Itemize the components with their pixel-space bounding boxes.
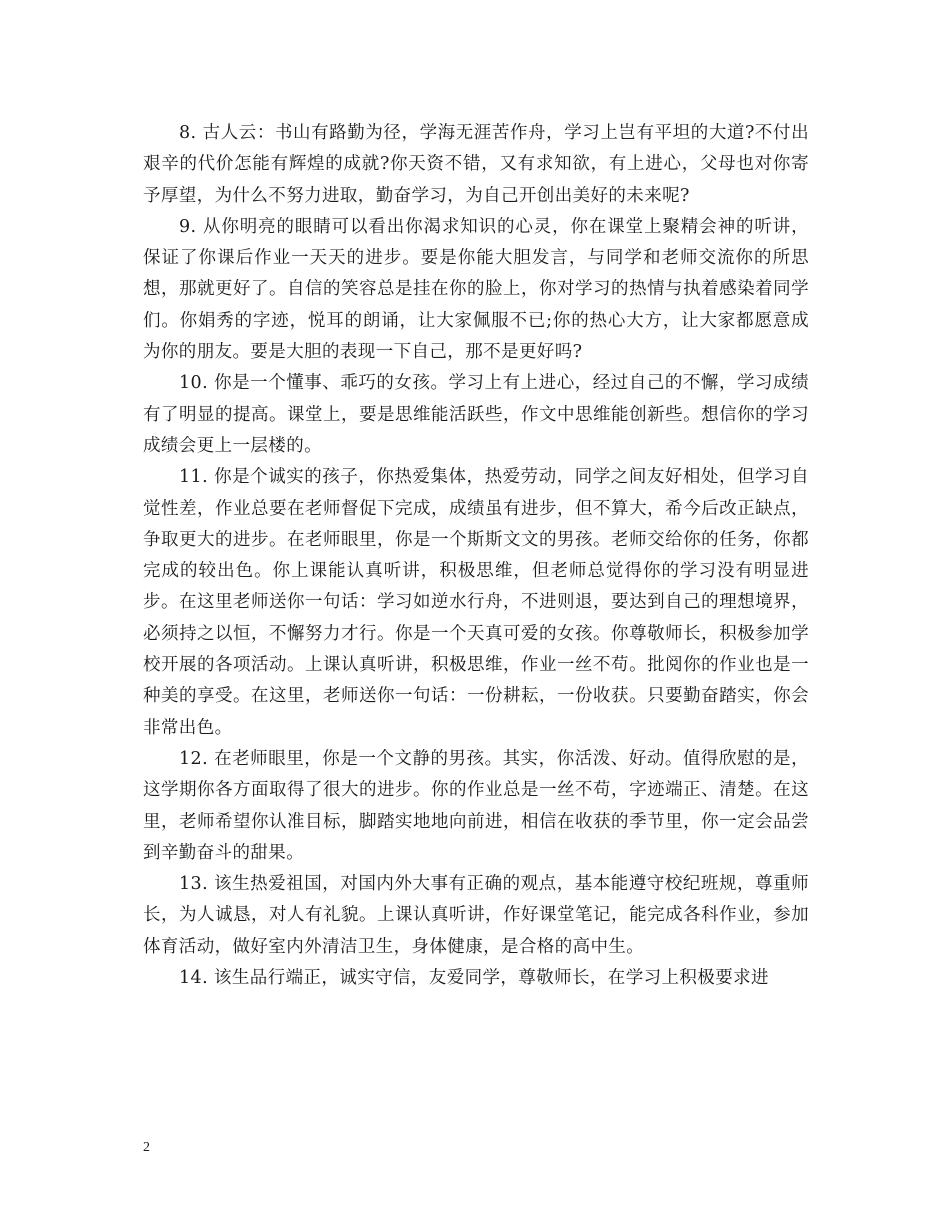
paragraph-11: 11. 你是个诚实的孩子，你热爱集体，热爱劳动，同学之间友好相处，但学习自觉性差，作业总要在老师督促下完成，成绩虽有进步，但不算大，希今后改正缺点，争取更大的进步。在老师眼里，你是一个斯斯文文的男孩。老师交给你的任务，你都完成的较出色。你上课能认真听讲，积极思维，但老师总觉得你的学习没有明显进步。在这里老师送你一句话：学习如逆水行舟，不进则退，要达到自己的理想境界，必须持之以恒，不懈努力才行。你是一个天真可爱的女孩。你尊敬师长，积极参加学校开展的各项活动。上课认真听讲，积极思维，作业一丝不苟。批阅你的作业也是一种美的享受。在这里，老师送你一句话：一份耕耘，一份收获。只要勤奋踏实，你会非常出色。: [143, 467, 809, 738]
paragraph-8: 8. 古人云：书山有路勤为径，学海无涯苦作舟，学习上岂有平坦的大道?不付出艰辛的代价怎能有辉煌的成就?你天资不错，又有求知欲，有上进心，父母也对你寄予厚望，为什么不努力进取，勤奋学习，为自己开创出美好的未来呢?: [143, 123, 809, 206]
page-number: 2: [143, 1140, 150, 1155]
paragraph-14: 14. 该生品行端正，诚实守信，友爱同学，尊敬师长，在学习上积极要求进: [179, 968, 769, 989]
paragraph-10: 10. 你是一个懂事、乖巧的女孩。学习上有上进心，经过自己的不懈，学习成绩有了明显的提高。课堂上，要是思维能活跃些，作文中思维能创新些。想信你的学习成绩会更上一层楼的。: [143, 373, 809, 456]
document-body: [143, 118, 809, 994]
paragraph-13: 13. 该生热爱祖国，对国内外大事有正确的观点，基本能遵守校纪班规，尊重师长，为人诚恳，对人有礼貌。上课认真听讲，作好课堂笔记，能完成各科作业，参加体育活动，做好室内外清洁卫生，身体健康，是合格的高中生。: [143, 874, 809, 957]
paragraph-12: 12. 在老师眼里，你是一个文静的男孩。其实，你活泼、好动。值得欣慰的是，这学期你各方面取得了很大的进步。你的作业总是一丝不苟，字迹端正、清楚。在这里，老师希望你认准目标，脚踏实地地向前进，相信在收获的季节里，你一定会品尝到辛勤奋斗的甜果。: [143, 748, 809, 863]
paragraph-9: 9. 从你明亮的眼睛可以看出你渴求知识的心灵，你在课堂上聚精会神的听讲，保证了你课后作业一天天的进步。要是你能大胆发言，与同学和老师交流你的所思想，那就更好了。自信的笑容总是挂在你的脸上，你对学习的热情与执着感染着同学们。你娟秀的字迹，悦耳的朗诵，让大家佩服不已;你的热心大方，让大家都愿意成为你的朋友。要是大胆的表现一下自己，那不是更好吗?: [143, 216, 809, 363]
